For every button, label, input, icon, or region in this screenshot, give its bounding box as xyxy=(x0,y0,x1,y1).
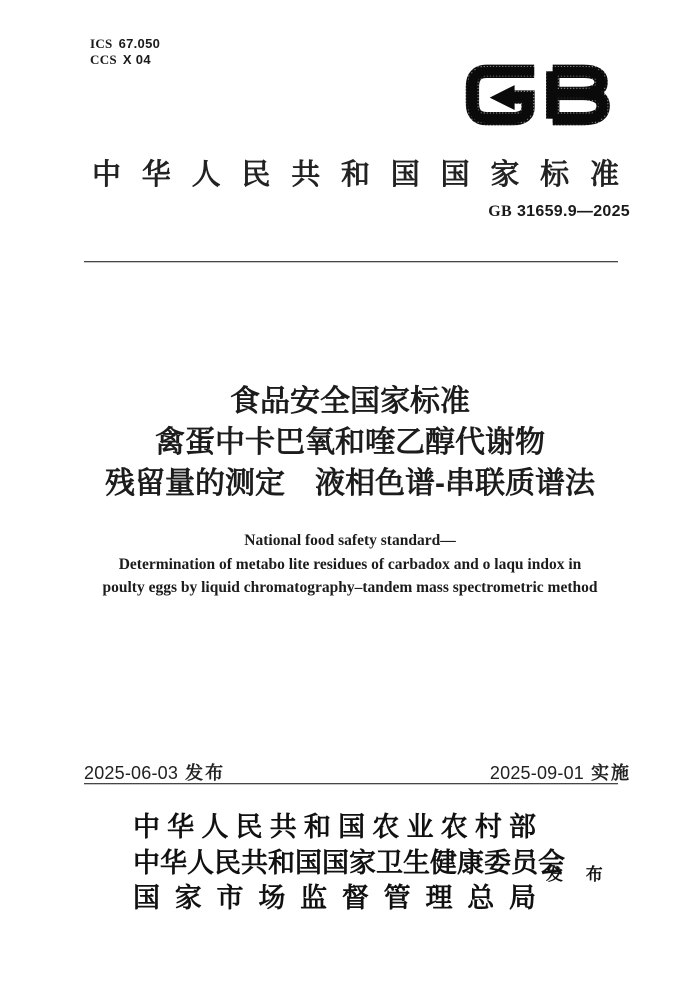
gb-logo-svg xyxy=(458,58,633,132)
classification-codes xyxy=(90,36,160,68)
title-en-line2: Determination of metabo lite residues of carbadox and o laqu indox in xyxy=(118,555,582,573)
implementation-date-group xyxy=(490,759,631,785)
issuing-bodies xyxy=(133,810,565,917)
issue-date-group xyxy=(84,759,225,785)
standard-number-prefix: GB xyxy=(488,203,512,220)
title-cn-line3: 残留量的测定 液相色谱-串联质谱法 xyxy=(105,467,595,500)
title-en-line3: poulty eggs by liquid chromatography–tandem mass spectrometric method xyxy=(102,579,598,596)
title-english xyxy=(0,529,700,600)
gb-logo-icon xyxy=(458,58,633,132)
standard-number-value: 31659.9—2025 xyxy=(516,203,630,220)
footer-divider-line xyxy=(84,783,618,785)
national-standard-heading: 中华人民共和国国家标准 xyxy=(92,159,619,191)
dates-row xyxy=(84,759,631,785)
title-chinese xyxy=(0,381,700,504)
standard-number xyxy=(488,203,630,221)
header-divider-line xyxy=(84,261,618,263)
title-cn-line1: 食品安全国家标准 xyxy=(230,385,470,418)
implementation-date-label: 实施 xyxy=(591,763,631,783)
ics-code-line xyxy=(90,36,160,52)
title-en-line1: National food safety standard— xyxy=(244,532,456,549)
issuer-ministry-of-agriculture: 中华人民共和国农业农村部 xyxy=(133,812,536,842)
issuer-state-administration-market-regulation: 国家市场监督管理总局 xyxy=(133,883,536,913)
ics-value: 67.050 xyxy=(118,36,161,51)
title-cn-line2: 禽蛋中卡巴氧和喹乙醇代谢物 xyxy=(155,426,545,459)
issue-date-label: 发布 xyxy=(185,763,226,783)
issuer-national-health-commission: 中华人民共和国国家卫生健康委员会 xyxy=(133,847,565,878)
implementation-date: 2025-09-01 xyxy=(489,763,584,783)
ccs-code-line xyxy=(90,52,160,68)
publish-label: 发 布 xyxy=(546,865,612,884)
ccs-label: CCS xyxy=(90,52,117,67)
ics-label: ICS xyxy=(90,36,113,51)
ccs-value: X 04 xyxy=(122,52,151,67)
issue-date: 2025-06-03 xyxy=(84,763,179,783)
